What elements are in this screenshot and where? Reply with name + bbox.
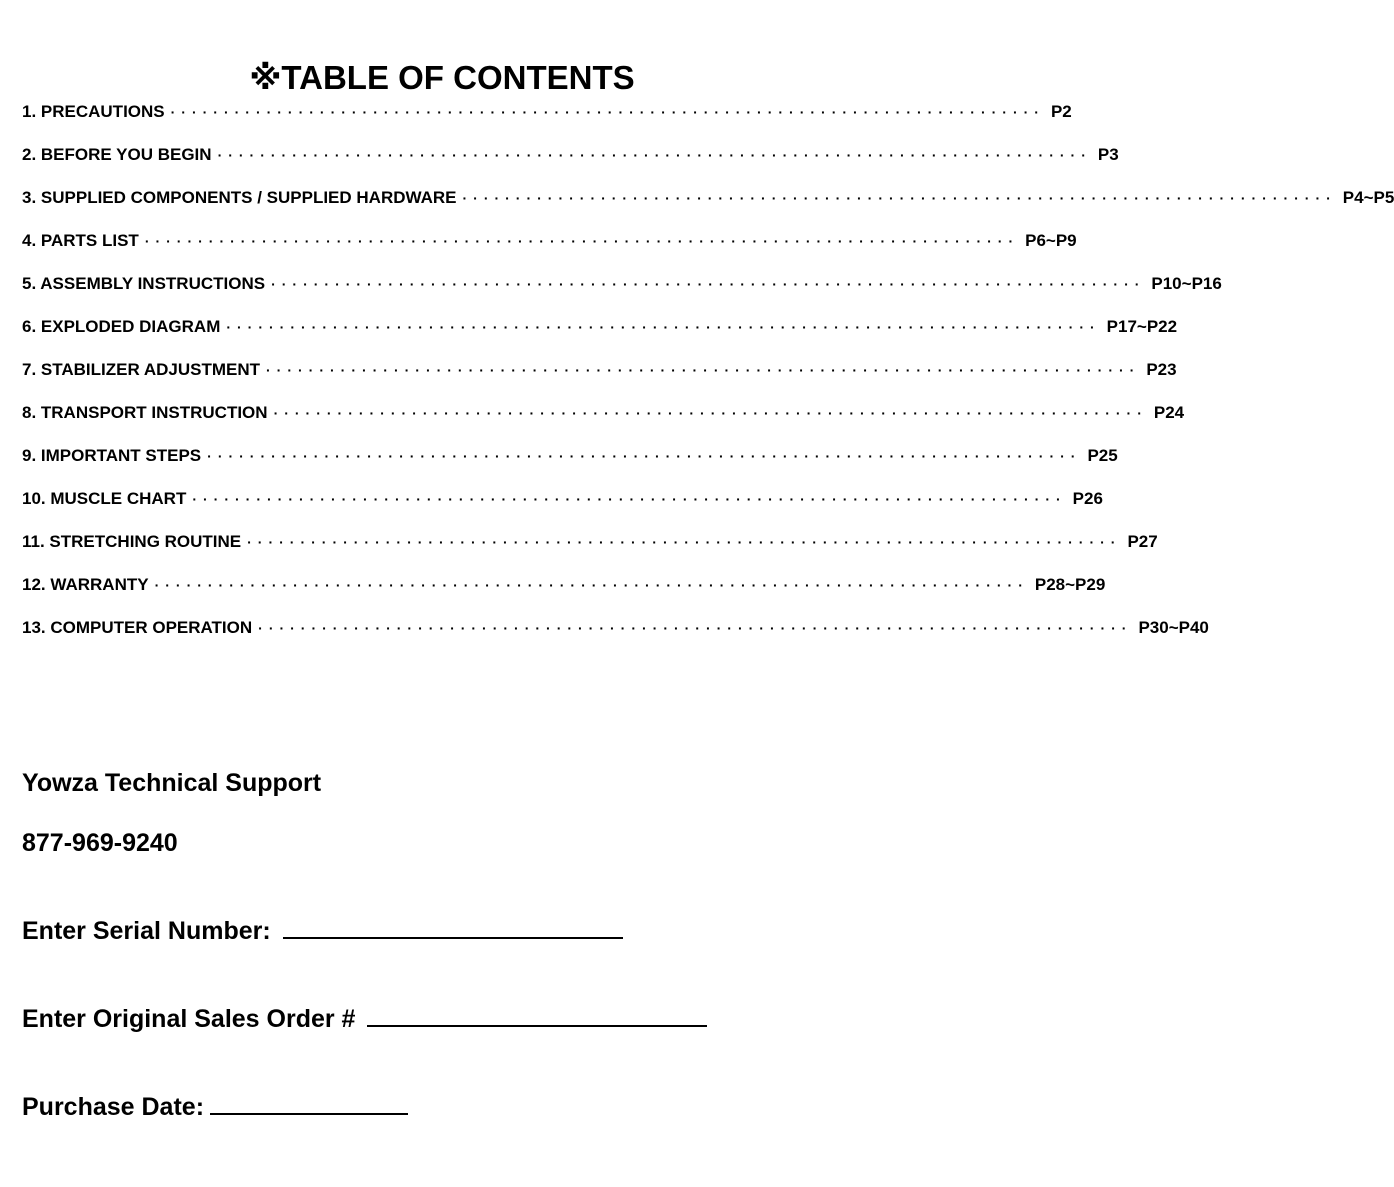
toc-entry [22,271,1222,314]
toc-entry-label: 7. STABILIZER ADJUSTMENT [22,360,261,379]
toc-entry-page: P27 [1127,532,1158,551]
toc-entry-page: P28~P29 [1034,575,1106,594]
toc-entry-label: 11. STRETCHING ROUTINE [22,532,242,551]
toc-entry-label: 1. PRECAUTIONS [22,102,165,121]
toc-entry-page: P2 [1050,102,1072,121]
toc-entry [22,185,1394,228]
purchase-date-row [22,1091,408,1122]
toc-entry-label: 3. SUPPLIED COMPONENTS / SUPPLIED HARDWARE [22,188,457,207]
toc-entry [22,615,1209,658]
toc-entry [22,357,1177,400]
serial-number-label: Enter Serial Number: [22,917,271,945]
dot-leader: ·················································································· [462,190,1337,206]
sales-order-field[interactable] [367,1003,707,1027]
toc-entry [22,529,1158,572]
purchase-date-label: Purchase Date: [22,1093,205,1121]
serial-number-field[interactable] [283,915,623,939]
purchase-date-field[interactable] [210,1091,408,1115]
toc-entry-label: 6. EXPLODED DIAGRAM [22,317,221,336]
toc-entry-page: P30~P40 [1138,618,1209,637]
toc-entry-page: P26 [1072,489,1103,508]
toc-entry [22,99,1072,142]
dot-leader: ·················································································· [192,491,1067,507]
dot-leader: ·················································································· [273,405,1148,421]
toc-entry-label: 5. ASSEMBLY INSTRUCTIONS [22,274,266,293]
toc-entry-page: P25 [1087,446,1118,465]
toc-entry [22,142,1119,185]
sales-order-row [22,1003,707,1034]
table-of-contents [22,99,1394,658]
toc-entry-label: 8. TRANSPORT INSTRUCTION [22,403,268,422]
toc-entry-page: P24 [1153,403,1185,422]
dot-leader: ·················································································· [144,233,1020,249]
dot-leader: ·················································································· [170,104,1045,120]
dot-leader: ·················································································· [258,620,1133,636]
page-title: ※TABLE OF CONTENTS [249,59,635,96]
toc-entry-label: 13. COMPUTER OPERATION [22,618,253,637]
dot-leader: ·················································································· [226,319,1101,335]
toc-entry [22,400,1185,443]
toc-entry [22,443,1118,486]
toc-entry-label: 2. BEFORE YOU BEGIN [22,145,212,164]
toc-entry [22,228,1077,271]
toc-entry [22,314,1178,357]
dot-leader: ·················································································· [266,362,1141,378]
toc-entry-page: P3 [1097,145,1119,164]
toc-entry [22,572,1106,615]
serial-number-row [22,915,623,946]
toc-entry-label: 4. PARTS LIST [22,231,139,250]
support-heading: Yowza Technical Support [22,769,322,797]
dot-leader: ·················································································· [154,577,1029,593]
dot-leader: ·················································································· [207,448,1082,464]
toc-entry-page: P23 [1146,360,1177,379]
toc-entry-page: P17~P22 [1106,317,1178,336]
toc-entry-page: P4~P5 [1342,188,1394,207]
sales-order-label: Enter Original Sales Order # [22,1005,356,1033]
dot-leader: ·················································································· [271,276,1146,292]
toc-entry-page: P6~P9 [1025,231,1077,250]
toc-entry-label: 9. IMPORTANT STEPS [22,446,202,465]
toc-entry-label: 12. WARRANTY [22,575,149,594]
toc-entry-page: P10~P16 [1151,274,1222,293]
support-phone: 877-969-9240 [22,829,178,857]
toc-entry-label: 10. MUSCLE CHART [22,489,187,508]
dot-leader: ·················································································· [247,534,1122,550]
dot-leader: ·················································································· [217,147,1092,163]
toc-entry [22,486,1103,529]
